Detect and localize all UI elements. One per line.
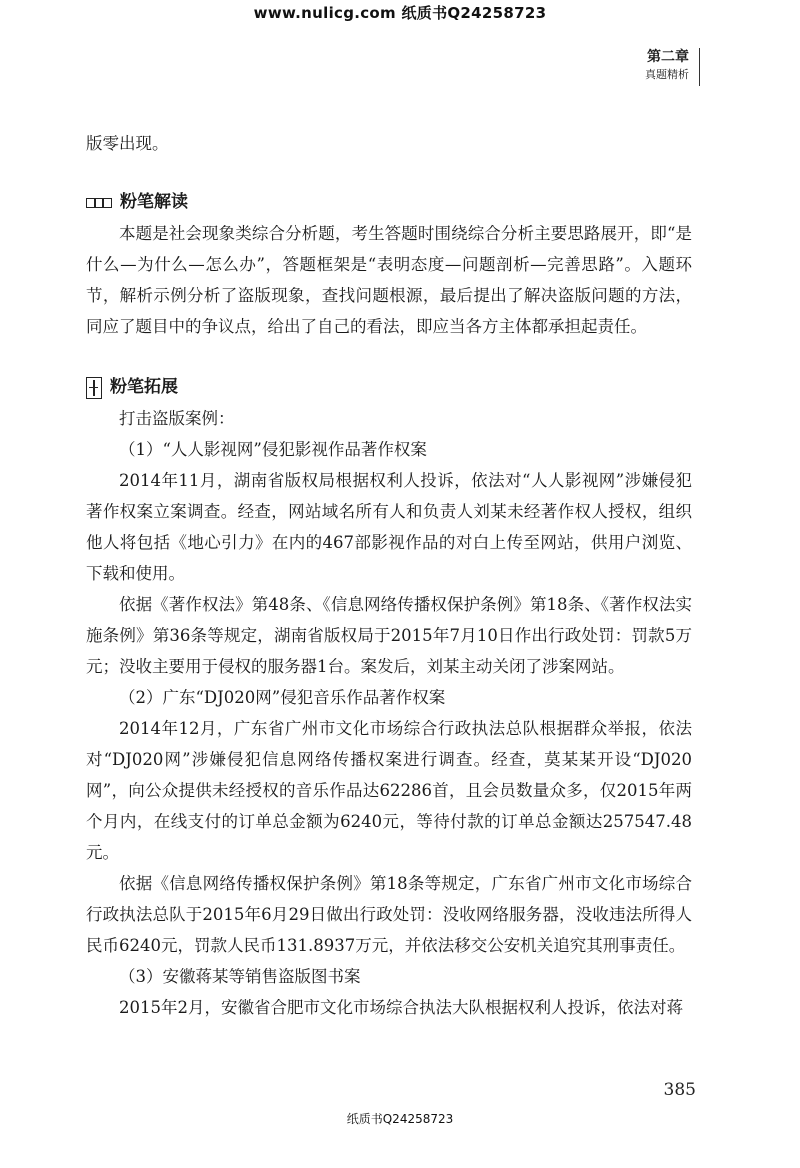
notebook-icon (86, 198, 112, 208)
case-paragraph: 2015年2月，安徽省合肥市文化市场综合执法大队根据权利人投诉，依法对蒋 (119, 998, 683, 1017)
chapter-label: 第二章 (647, 49, 689, 65)
expansion-heading-label: 粉笔拓展 (110, 377, 178, 397)
case-title: （3）安徽蒋某等销售盗版图书案 (119, 967, 361, 986)
top-watermark: www.nulicg.com 纸质书Q24258723 (253, 4, 547, 22)
book-icon (86, 377, 102, 399)
running-head (645, 48, 700, 86)
analysis-heading-label: 粉笔解读 (120, 192, 188, 212)
intro-line: 版零出现。 (86, 134, 169, 153)
case-paragraph: 依据《信息网络传播权保护条例》第18条等规定，广东省广州市文化市场综合行政执法总队于2015年6月29日做出行政处罚：没收网络服务器，没收违法所得人民币6240元，罚款人民币131.8937万元，并依法移交公安机关追究其刑事责任。 (86, 874, 692, 955)
analysis-heading (86, 187, 692, 218)
case-paragraph: 依据《著作权法》第48条、《信息网络传播权保护条例》第18条、《著作权法实施条例》第36条等规定，湖南省版权局于2015年7月10日作出行政处罚：罚款5万元；没收主要用于侵权的服务器1台。案发后，刘某主动关闭了涉案网站。 (86, 595, 692, 676)
case-title: （1）“人人影视网”侵犯影视作品著作权案 (119, 440, 427, 459)
page-number: 385 (663, 1080, 696, 1100)
expansion-intro: 打击盗版案例： (119, 409, 235, 428)
analysis-paragraph: 本题是社会现象类综合分析题，考生答题时围绕综合分析主要思路展开，即“是什么—为什么—怎么办”，答题框架是“表明态度—问题剖析—完善思路”。入题环节，解析示例分析了盗版现象，查找问题根源，最后提出了解决盗版问题的方法，同应了题目中的争议点，给出了自己的看法，即应当各方主体都承担起责任。 (86, 224, 692, 336)
page-content (86, 128, 692, 1023)
case-title: （2）广东“DJ020网”侵犯音乐作品著作权案 (119, 688, 446, 707)
section-label: 真题精析 (645, 68, 689, 81)
expansion-heading (86, 372, 692, 403)
case-paragraph: 2014年12月，广东省广州市文化市场综合行政执法总队根据群众举报，依法对“DJ020网”涉嫌侵犯信息网络传播权案进行调查。经查，莫某某开设“DJ020网”，向公众提供未经授权的音乐作品达62286首，且会员数量众多，仅2015年两个月内，在线支付的订单总金额为6240元，等待付款的订单总金额达257547.48元。 (86, 719, 692, 862)
case-paragraph: 2014年11月，湖南省版权局根据权利人投诉，依法对“人人影视网”涉嫌侵犯著作权案立案调查。经查，网站域名所有人和负责人刘某未经著作权人授权，组织他人将包括《地心引力》在内的467部影视作品的对白上传至网站，供用户浏览、下载和使用。 (86, 471, 692, 583)
bottom-watermark: 纸质书Q24258723 (346, 1112, 454, 1126)
